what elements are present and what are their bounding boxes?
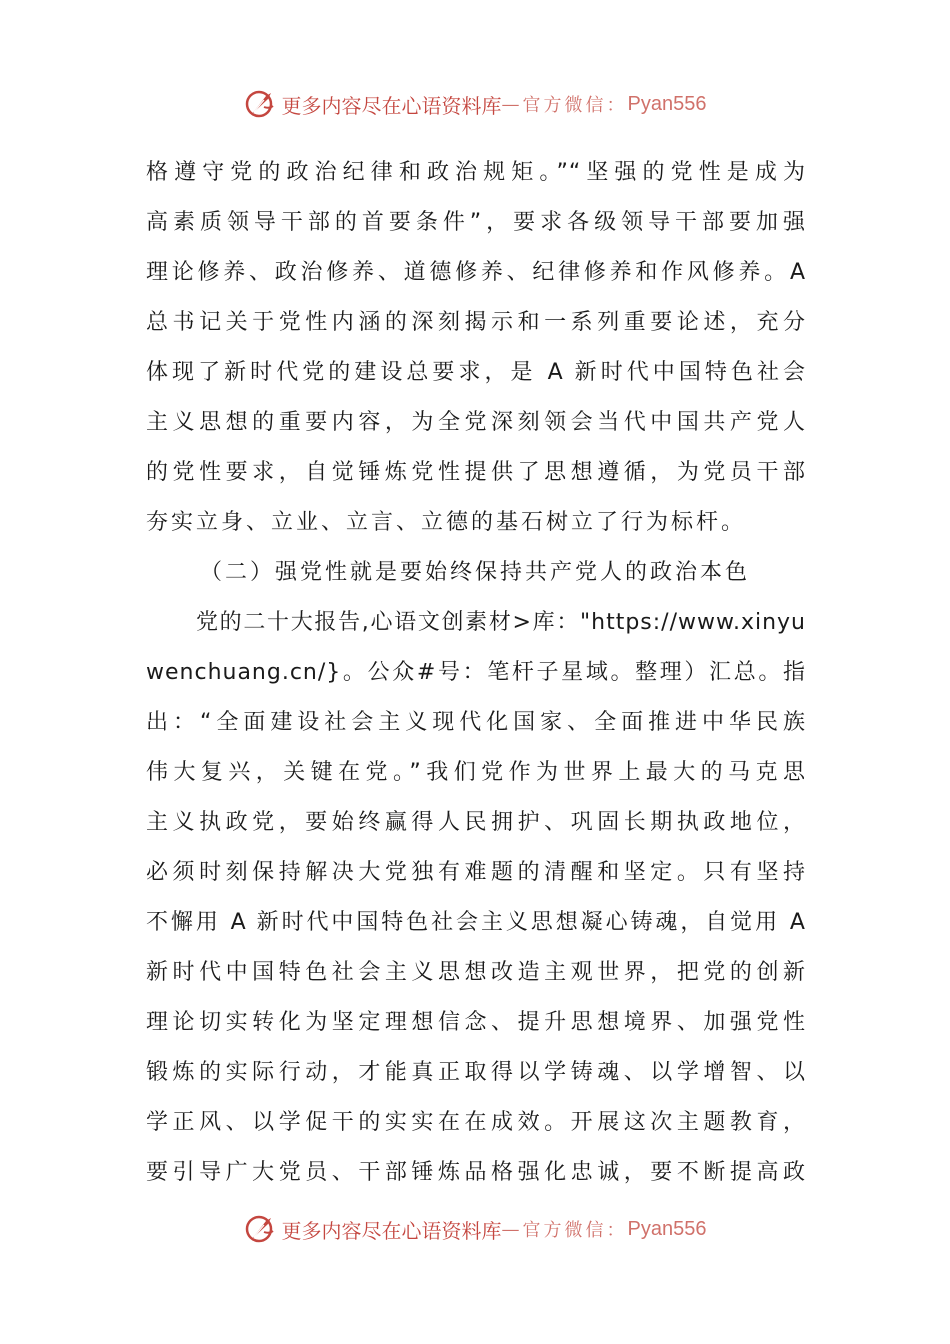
body-line: 新时代中国特色社会主义思想改造主观世界，把党的创新 [146,960,806,985]
body-line: 学正风、以学促干的实实在在成效。开展这次主题教育， [146,1110,806,1135]
section-heading: （二）强党性就是要始终保持共产党人的政治本色 [200,560,751,585]
quill-pen-logo-icon [244,1212,278,1246]
body-line: 必须时刻保持解决大党独有难题的清醒和坚定。只有坚持 [146,860,806,885]
watermark-separator: — [501,93,523,115]
body-line: 出：“全面建设社会主义现代化国家、全面推进中华民族 [146,710,806,735]
watermark-sub-text: 官方微信： [522,95,628,116]
body-line: 理论切实转化为坚定理想信念、提升思想境界、加强党性 [146,1010,806,1035]
body-line: 总书记关于党性内涵的深刻揭示和一系列重要论述，充分 [146,310,806,335]
body-line: 锻炼的实际行动，才能真正取得以学铸魂、以学增智、以 [146,1060,806,1085]
body-line: 主义思想的重要内容，为全党深刻领会当代中国共产党人 [146,410,806,435]
document-body [146,148,806,1198]
body-line: 体现了新时代党的建设总要求，是 A 新时代中国特色社会 [146,360,806,385]
watermark-wechat-id: Pyan556 [627,92,707,115]
body-line: 夯实立身、立业、立言、立德的基石树立了行为标杆。 [146,510,747,535]
body-line: 主义执政党，要始终赢得人民拥护、巩固长期执政地位， [146,810,806,835]
body-line: 的党性要求，自觉锤炼党性提供了思想遵循，为党员干部 [146,460,806,485]
quill-pen-logo-icon [244,87,278,121]
watermark-separator: — [501,1218,523,1240]
body-line: 伟大复兴，关键在党。”我们党作为世界上最大的马克思 [146,760,806,785]
footer-watermark [0,1209,950,1249]
watermark-sub-text: 官方微信： [522,1220,628,1241]
watermark-wechat-id: Pyan556 [627,1217,707,1240]
body-line: 要引导广大党员、干部锤炼品格强化忠诚，要不断提高政 [146,1160,806,1185]
body-line: 格遵守党的政治纪律和政治规矩。”“坚强的党性是成为 [146,160,806,185]
body-line: 高素质领导干部的首要条件”，要求各级领导干部要加强 [146,210,806,235]
header-watermark [0,84,950,124]
watermark-main-text: 更多内容尽在心语资料库 [281,93,502,118]
watermark-main-text: 更多内容尽在心语资料库 [281,1218,502,1243]
body-line: 理论修养、政治修养、道德修养、纪律修养和作风修养。A [146,260,806,285]
body-line: 党的二十大报告,心语文创素材>库："https://www.xinyu [196,610,806,635]
body-line: wenchuang.cn/}。公众#号：笔杆子星域。整理）汇总。指 [146,660,806,685]
body-line: 不懈用 A 新时代中国特色社会主义思想凝心铸魂，自觉用 A [146,910,806,935]
